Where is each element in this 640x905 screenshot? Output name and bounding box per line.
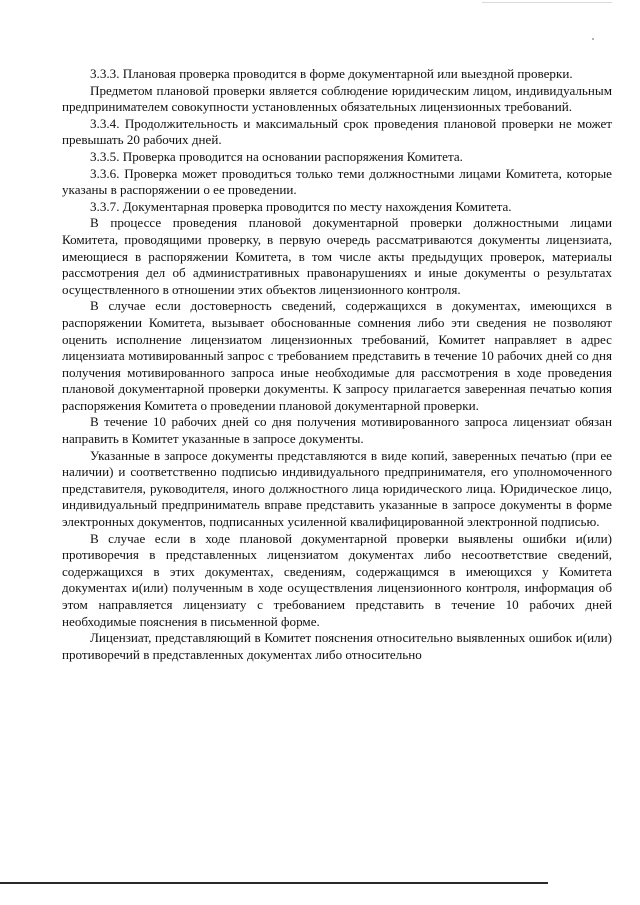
- paragraph-3-3-3: 3.3.3. Плановая проверка проводится в форме документарной или выездной проверки.: [90, 66, 573, 81]
- paragraph-document-copies: Указанные в запросе документы представляются в виде копий, заверенных печатью (при ее наличии) и соответственно подписью индивидуального предпринимателя, его уполномоченного представителя, руководителя, иного должностного лица юридического лица. Юридическое лицо, индивидуальный предприниматель вправе представить указанные в запросе документы в форме электронных документов, подписанных усиленной квалифицированной электронной подписью.: [62, 447, 612, 530]
- document-body: [62, 66, 612, 663]
- paragraph-3-3-6: 3.3.6. Проверка может проводиться только теми должностными лицами Комитета, которые указаны в распоряжении о ее проведении.: [62, 165, 612, 198]
- scan-artifact-bottom-line: [0, 882, 548, 884]
- scan-artifact-dot: [592, 38, 594, 40]
- paragraph-3-3-5: 3.3.5. Проверка проводится на основании распоряжения Комитета.: [90, 148, 463, 164]
- paragraph-3-3-4: 3.3.4. Продолжительность и максимальный срок проведения плановой проверки не может превышать 20 рабочих дней.: [62, 115, 612, 148]
- paragraph-licensee-explanations: Лицензиат, представляющий в Комитет пояснения относительно выявленных ошибок и(или) противоречий в представленных документах либо относительно: [62, 630, 612, 662]
- paragraph-3-3-7: 3.3.7. Документарная проверка проводится по месту нахождения Комитета.: [90, 198, 512, 214]
- paragraph-motivated-request: В случае если достоверность сведений, содержащихся в документах, имеющихся в распоряжении Комитета, вызывает обоснованные сомнения либо эти сведения не позволяют оценить исполнение лицензиатом лицензионных требований, Комитет направляет в адрес лицензиата мотивированный запрос с требованием представить в течение 10 рабочих дней со дня получения мотивированного запроса иные необходимые для рассмотрения в ходе проведения плановой документарной проверки документы. К запросу прилагается заверенная печатью копия распоряжения Комитета о проведении плановой документарной проверки.: [62, 298, 612, 413]
- paragraph-planned-inspection-subject: Предметом плановой проверки является соблюдение юридическим лицом, индивидуальным предпринимателем совокупности установленных обязательных лицензионных требований.: [62, 82, 612, 115]
- scan-artifact-top-line: [482, 2, 612, 3]
- paragraph-documentary-review-process: В процессе проведения плановой документарной проверки должностными лицами Комитета, проводящими проверку, в первую очередь рассматриваются документы лицензиата, имеющиеся в распоряжении Комитета, в том числе акты предыдущих проверок, материалы рассмотрения дел об административных правонарушениях и иные документы о результатах осуществленного в отношении этих объектов лицензионного контроля.: [62, 215, 612, 297]
- paragraph-errors-contradictions: В случае если в ходе плановой документарной проверки выявлены ошибки и(или) противоречия в представленных лицензиатом документах либо несоответствие сведений, содержащихся в этих документах, сведениям, содержащимся в имеющихся у Комитета документах и(или) полученным в ходе осуществления лицензионного контроля, информация об этом направляется лицензиату с требованием представить в течение 10 рабочих дней необходимые пояснения в письменной форме.: [62, 530, 612, 629]
- paragraph-response-deadline: В течение 10 рабочих дней со дня получения мотивированного запроса лицензиат обязан направить в Комитет указанные в запросе документы.: [62, 414, 612, 447]
